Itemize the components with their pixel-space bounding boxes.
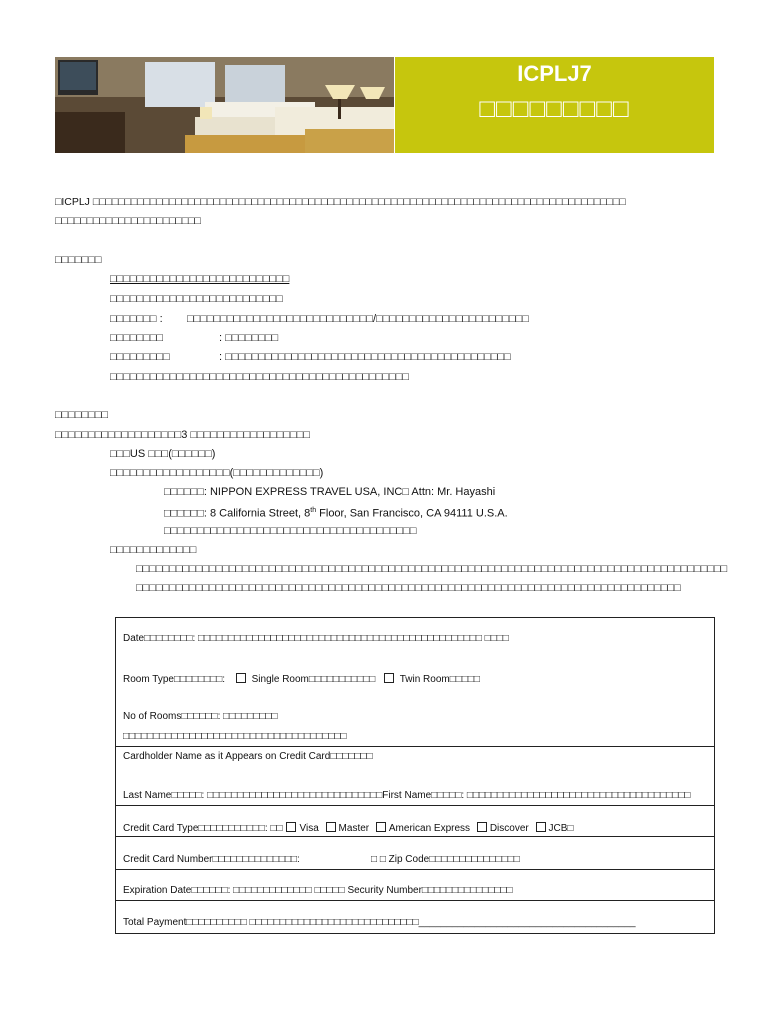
cardholder-label: Cardholder Name as it Appears on Credit Card□□□□□□□ (123, 751, 373, 762)
amex-checkbox[interactable] (376, 822, 386, 832)
price-value: : □□□□□□□□ (219, 332, 279, 344)
payee-name: □□□□□□: NIPPON EXPRESS TRAVEL USA, INC□ Attn: Mr. Hayashi (164, 486, 496, 498)
card-number-field[interactable]: Credit Card Number□□□□□□□□□□□□□□: (123, 854, 300, 865)
card-instructions-line-1: □□□□□□□□□□□□□□□□□□□□□□□□□□□□□□□□□□□□□□□□□□□□□□□□□□□□□□□□□□□□□□□□□□□□□□□□□□□□□□□□□□□□□□□□□ (136, 563, 728, 575)
intro-line-1: □ICPLJ □□□□□□□□□□□□□□□□□□□□□□□□□□□□□□□□□□□□□□□□□□□□□□□□□□□□□□□□□□□□□□□□□□□□□□□□□□□□□□□□□□□□ (55, 196, 626, 208)
reservation-form (115, 617, 715, 934)
discover-checkbox[interactable] (477, 822, 487, 832)
form-divider (116, 805, 714, 806)
visa-checkbox[interactable] (286, 822, 296, 832)
form-divider (116, 869, 714, 870)
checkin-label: □□□□□□□□□ (110, 351, 170, 363)
payee-note: □□□□□□□□□□□□□□□□□□□□□□□□□□□□□□□□□□□□□□ (164, 525, 417, 537)
access-value: □□□□□□□□□□□□□□□□□□□□□□□□□□□□/□□□□□□□□□□□□□□□□□□□□□□□ (187, 313, 529, 325)
master-label: Master (338, 823, 370, 834)
rooms-field[interactable]: No of Rooms□□□□□□: □□□□□□□□□ (123, 711, 278, 722)
hotel-address: □□□□□□□□□□□□□□□□□□□□□□□□□□ (110, 293, 283, 305)
payee-address (164, 504, 508, 521)
discover-label: Discover (489, 823, 529, 834)
jcb-label: JCB□ (548, 823, 574, 834)
checkin-value: : □□□□□□□□□□□□□□□□□□□□□□□□□□□□□□□□□□□□□□□□□□□ (219, 351, 511, 363)
payment-section-heading: □□□□□□□□ (55, 409, 109, 421)
payment-line-1: □□□□□□□□□□□□□□□□□□□3 □□□□□□□□□□□□□□□□□□ (55, 429, 311, 441)
expiration-security-field[interactable]: Expiration Date□□□□□□: □□□□□□□□□□□□□ □□□□□ Security Number□□□□□□□□□□□□□□□ (123, 885, 513, 896)
single-room-label: Single Room□□□□□□□□□□□ (251, 674, 376, 685)
hotel-name: □□□□□□□□□□□□□□□□□□□□□□□□□□□ (110, 273, 290, 285)
date-field[interactable]: Date□□□□□□□□: □□□□□□□□□□□□□□□□□□□□□□□□□□□□□□□□□□□□□□□□□□□□□□□ □□□□ (123, 633, 509, 644)
jcb-checkbox[interactable] (536, 822, 546, 832)
hotel-section-heading: □□□□□□□ (55, 254, 102, 266)
payment-line-3: □□□□□□□□□□□□□□□□□□(□□□□□□□□□□□□□) (110, 467, 324, 479)
name-fields[interactable]: Last Name□□□□□: □□□□□□□□□□□□□□□□□□□□□□□□□□□□□First Name□□□□□: □□□□□□□□□□□□□□□□□□□□□□□□□□□□□□□□□□□□□ (123, 790, 691, 801)
twin-room-label: Twin Room□□□□□ (399, 674, 480, 685)
room-type-label: Room Type□□□□□□□□: (123, 674, 226, 685)
rooms-note: □□□□□□□□□□□□□□□□□□□□□□□□□□□□□□□□□□□□□ (123, 731, 347, 742)
card-section-heading: □□□□□□□□□□□□□ (110, 544, 197, 556)
price-label: □□□□□□□□ (110, 332, 164, 344)
visa-label: Visa (299, 823, 319, 834)
intro-line-2: □□□□□□□□□□□□□□□□□□□□□□□ (55, 215, 201, 227)
room-type-row (123, 673, 714, 685)
access-label: □□□□□□□ : (110, 313, 163, 325)
banner-title-panel (395, 57, 714, 153)
event-code: ICPLJ7 (517, 61, 592, 86)
hotel-note: □□□□□□□□□□□□□□□□□□□□□□□□□□□□□□□□□□□□□□□□□□□□□ (110, 371, 409, 383)
form-divider (116, 746, 714, 747)
single-room-checkbox[interactable] (236, 673, 246, 683)
payment-line-2: □□□US □□□(□□□□□□) (110, 448, 216, 460)
amex-label: American Express (388, 823, 471, 834)
card-instructions-line-2: □□□□□□□□□□□□□□□□□□□□□□□□□□□□□□□□□□□□□□□□□□□□□□□□□□□□□□□□□□□□□□□□□□□□□□□□□□□□□□□□□□ (136, 582, 681, 594)
form-divider (116, 836, 714, 837)
payee-address-start: □□□□□□: 8 California Street, 8 (164, 507, 311, 520)
banner-heading: □□□□□□□□□ (479, 93, 630, 123)
master-checkbox[interactable] (326, 822, 336, 832)
form-divider (116, 900, 714, 901)
total-payment-field[interactable]: Total Payment□□□□□□□□□□ □□□□□□□□□□□□□□□□□□□□□□□□□□□□_______________________________________ (123, 917, 636, 928)
hotel-room-photo (55, 57, 394, 153)
twin-room-checkbox[interactable] (384, 673, 394, 683)
payee-address-end: Floor, San Francisco, CA 94111 U.S.A. (316, 507, 508, 520)
card-type-row (123, 822, 714, 834)
floor-suffix: th (310, 507, 317, 514)
card-type-label: Credit Card Type□□□□□□□□□□□: □□ (123, 823, 283, 834)
zip-code-field[interactable]: □ □ Zip Code□□□□□□□□□□□□□□□ (371, 854, 520, 865)
